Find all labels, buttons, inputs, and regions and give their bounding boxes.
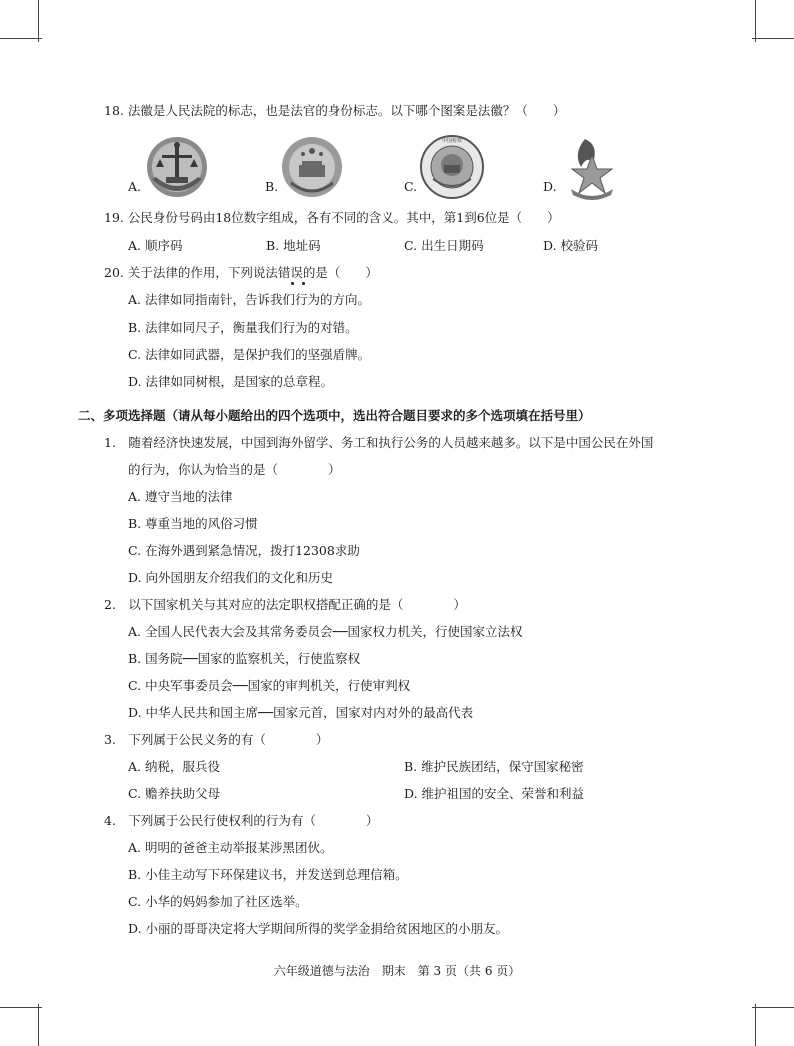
m1-stem-line1: 1. 随着经济快速发展，中国到海外留学、务工和执行公务的人员越来越多。以下是中国公民在外国 [104,435,654,450]
m1-option-c: C. 在海外遇到紧急情况，拨打12308求助 [128,543,360,558]
m4-option-d: D. 小丽的哥哥决定将大学期间所得的奖学金捐给贫困地区的小朋友。 [128,921,509,936]
m2-option-a: A. 全国人民代表大会及其常务委员会──国家权力机关，行使国家立法权 [128,624,523,639]
m3-option-a: A. 纳税，服兵役 [128,759,220,774]
q19-option-a: A. 顺序码 [128,238,183,253]
q18-stem: 18. 法徽是人民法院的标志，也是法官的身份标志。以下哪个图案是法徽？（ ） [104,103,566,118]
m2-stem: 2. 以下国家机关与其对应的法定职权搭配正确的是（ ） [104,597,466,612]
procuratorate-emblem-icon [417,133,487,203]
q20-option-c: C. 法律如同武器，是保护我们的坚强盾牌。 [128,347,371,362]
m3-stem: 3. 下列属于公民义务的有（ ） [104,732,329,747]
crop-mark-bottom-right-h [752,1007,794,1008]
m3-option-c: C. 赡养扶助父母 [128,786,221,801]
m1-stem-line2: 的行为，你认为恰当的是（ ） [128,462,341,477]
crop-mark-top-left-v [38,0,39,42]
m2-option-b: B. 国务院──国家的监察机关，行使监察权 [128,651,361,666]
q19-option-c: C. 出生日期码 [404,238,484,253]
q20-option-d: D. 法律如同树根，是国家的总章程。 [128,374,334,389]
q19-stem: 19. 公民身份号码由18位数字组成，各有不同的含义。其中，第1到6位是（ ） [104,210,560,225]
q18-option-b: B. [265,179,279,194]
crop-mark-bottom-left-h [0,1007,42,1008]
m3-option-b: B. 维护民族团结，保守国家秘密 [404,759,584,774]
m1-option-a: A. 遵守当地的法律 [128,489,233,504]
q19-option-b: B. 地址码 [266,238,321,253]
q18-option-d: D. [543,179,557,194]
q18-option-c: C. [404,179,418,194]
q19-option-d: D. 校验码 [543,238,599,253]
emphasis-dot [302,282,305,285]
m2-option-c: C. 中央军事委员会──国家的审判机关，行使审判权 [128,678,411,693]
national-emblem-icon [277,133,347,203]
m4-stem: 4. 下列属于公民行使权利的行为有（ ） [104,813,379,828]
m2-option-d: D. 中华人民共和国主席──国家元首，国家对内对外的最高代表 [128,705,474,720]
q20-option-b: B. 法律如同尺子，衡量我们行为的对错。 [128,320,358,335]
q18-option-a: A. [128,179,142,194]
crop-mark-bottom-left-v [38,1004,39,1046]
m4-option-a: A. 明明的爸爸主动举报某涉黑团伙。 [128,840,333,855]
q20-stem: 20. 关于法律的作用，下列说法错误的是（ ） [104,265,378,280]
crop-mark-top-left-h [0,38,42,39]
youth-league-emblem-icon [557,133,627,203]
q20-option-a: A. 法律如同指南针，告诉我们行为的方向。 [128,292,370,307]
court-emblem-icon [142,133,212,203]
m3-option-d: D. 维护祖国的安全、荣誉和利益 [404,786,585,801]
emphasis-dot [291,282,294,285]
procuratorate-emblem-text: 中国检察 [441,138,462,144]
crop-mark-top-right-h [752,38,794,39]
m4-option-b: B. 小佳主动写下环保建议书，并发送到总理信箱。 [128,867,408,882]
section-2-title: 二、多项选择题（请从每小题给出的四个选项中，选出符合题目要求的多个选项填在括号里） [78,408,591,423]
crop-mark-bottom-right-v [755,1004,756,1046]
m4-option-c: C. 小华的妈妈参加了社区选举。 [128,894,308,909]
crop-mark-top-right-v [755,0,756,42]
page-footer: 六年级道德与法治 期末 第 3 页（共 6 页） [273,964,521,978]
m1-option-b: B. 尊重当地的风俗习惯 [128,516,258,531]
m1-option-d: D. 向外国朋友介绍我们的文化和历史 [128,570,334,585]
